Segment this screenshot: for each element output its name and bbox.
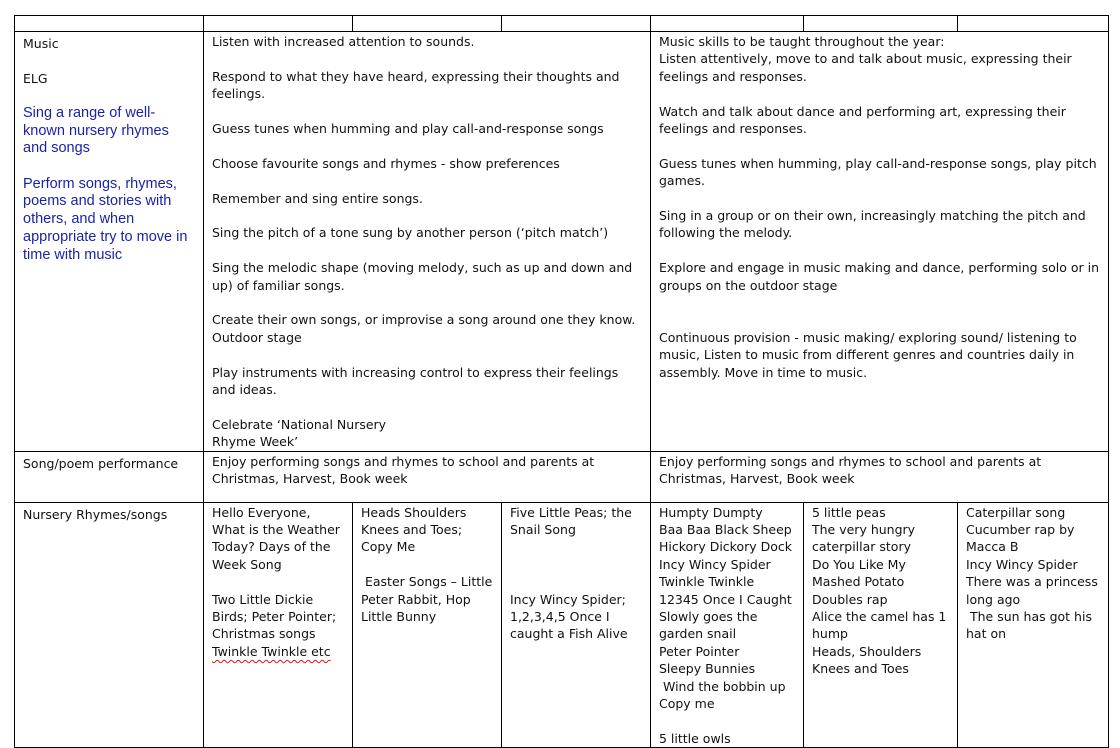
- skill-line: [659, 137, 1101, 154]
- rhyme-line: [510, 573, 643, 590]
- rhyme-line: Five Little Peas; the Snail Song: [510, 504, 636, 538]
- rhyme-line: Hickory Dickory Dock: [659, 539, 793, 555]
- objective-line: [212, 294, 643, 311]
- rhyme-line: Slowly goes the garden snail: [659, 609, 762, 642]
- rhyme-line: The sun has got his hat on: [966, 609, 1096, 642]
- rhymes-label-cell: [15, 502, 204, 748]
- objective-line: Sing the melodic shape (moving melody, such as up and down and up) of familiar songs.: [212, 260, 637, 293]
- rhymes-row: [15, 502, 1109, 748]
- elg-label: ELG: [23, 70, 48, 86]
- rhyme-line: The very hungry caterpillar story: [812, 522, 920, 555]
- rhyme-line: Caterpillar song: [966, 504, 1066, 520]
- objective-line: Create their own songs, or improvise a song around one they know.: [212, 312, 636, 328]
- skill-line: [659, 190, 1101, 207]
- rhyme-line: [510, 556, 643, 573]
- objective-line: Choose favourite songs and rhymes - show preferences: [212, 155, 560, 171]
- rhyme-line: Incy Wincy Spider: [659, 556, 771, 572]
- objective-line: Rhyme Week’: [212, 434, 299, 450]
- rhymes-col-4: [651, 502, 804, 748]
- objective-line: [212, 172, 643, 189]
- objective-line: Outdoor stage: [212, 329, 302, 345]
- rhyme-line: [361, 556, 494, 573]
- objective-line: Celebrate ‘National Nursery: [212, 416, 387, 432]
- skill-line: [659, 85, 1101, 102]
- skill-line: Sing in a group or on their own, increasingly matching the pitch and following the melody.: [659, 208, 1090, 241]
- header-row: [15, 16, 1109, 32]
- rhymes-col-2: [353, 502, 502, 748]
- rhyme-line: Twinkle Twinkle etc: [212, 643, 331, 659]
- skill-line: Watch and talk about dance and performing art, expressing their feelings and responses.: [659, 103, 1070, 137]
- rhyme-line: Incy Wincy Spider: [966, 556, 1078, 572]
- objective-line: Listen with increased attention to sounds.: [212, 34, 475, 49]
- rhyme-line: Copy me: [659, 696, 715, 712]
- skill-line: Guess tunes when humming, play call-and-response songs, play pitch games.: [659, 155, 1101, 189]
- rhyme-line: Heads Shoulders Knees and Toes; Copy Me: [361, 504, 471, 555]
- rhyme-line: [659, 712, 796, 729]
- rhyme-line: Do You Like My Mashed Potato Doubles rap: [812, 556, 910, 607]
- header-cell: [804, 16, 958, 32]
- rhyme-line: [212, 573, 345, 590]
- music-row: [15, 32, 1109, 452]
- skill-line: [659, 311, 1101, 328]
- rhyme-line: Cucumber rap by Macca B: [966, 522, 1079, 555]
- performance-left-text: Enjoy performing songs and rhymes to school and parents at Christmas, Harvest, Book week: [212, 453, 599, 487]
- header-cell: [204, 16, 353, 32]
- rhymes-label: Nursery Rhymes/songs: [23, 506, 168, 522]
- rhymes-col-3: [502, 502, 651, 748]
- objective-line: [212, 398, 643, 415]
- objective-line: Sing the pitch of a tone sung by another person (‘pitch match’): [212, 225, 609, 241]
- rhyme-line: Incy Wincy Spider; 1,2,3,4,5 Once I caught a Fish Alive: [510, 591, 630, 642]
- rhyme-line: 5 little peas: [812, 504, 886, 520]
- rhyme-line: Humpty Dumpty: [659, 504, 763, 520]
- rhyme-line: There was a princess long ago: [966, 574, 1102, 607]
- rhyme-line: Two Little Dickie Birds; Peter Pointer; Christmas songs: [212, 591, 341, 642]
- skill-line: [659, 242, 1101, 259]
- skill-line: Listen attentively, move to and talk about music, expressing their feelings and responses.: [659, 51, 1076, 84]
- rhyme-line: Peter Pointer: [659, 643, 740, 659]
- header-cell: [958, 16, 1109, 32]
- objective-line: [212, 346, 643, 363]
- performance-right-cell: [651, 451, 1109, 502]
- objective-line: [212, 207, 643, 224]
- header-cell: [502, 16, 651, 32]
- objective-line: Guess tunes when humming and play call-and-response songs: [212, 121, 604, 136]
- music-label-cell: [15, 32, 204, 452]
- rhymes-col-1: [204, 502, 353, 748]
- performance-right-text: Enjoy performing songs and rhymes to school and parents at Christmas, Harvest, Book week: [659, 453, 1046, 487]
- skill-line: Music skills to be taught throughout the year:: [659, 34, 945, 49]
- performance-row: [15, 451, 1109, 502]
- music-curriculum-table: [14, 15, 1109, 748]
- skill-line: Explore and engage in music making and dance, performing solo or in groups on the outdoor stage: [659, 260, 1103, 293]
- objective-line: Remember and sing entire songs.: [212, 190, 423, 206]
- performance-label-cell: [15, 451, 204, 502]
- music-objectives-cell: [204, 32, 651, 452]
- rhyme-line: 12345 Once I Caught: [659, 591, 792, 607]
- objective-line: Respond to what they have heard, expressing their thoughts and feelings.: [212, 68, 624, 102]
- rhyme-line: Wind the bobbin up: [659, 678, 786, 694]
- objective-line: Play instruments with increasing control to express their feelings and ideas.: [212, 364, 623, 397]
- elg-goal-1: Sing a range of well-known nursery rhymes and songs: [23, 104, 169, 157]
- rhyme-line: Baa Baa Black Sheep: [659, 522, 792, 538]
- header-cell: [651, 16, 804, 32]
- music-skills-cell: [651, 32, 1109, 452]
- objective-line: [212, 50, 643, 67]
- rhymes-col-5: [804, 502, 958, 748]
- performance-label: Song/poem performance: [23, 455, 179, 471]
- rhyme-line: 5 little owls: [659, 730, 731, 746]
- header-cell: [15, 16, 204, 32]
- elg-goal-2: Perform songs, rhymes, poems and stories with others, and when appropriate try to move in time with music: [23, 175, 188, 263]
- rhyme-line: Sleepy Bunnies: [659, 661, 756, 677]
- rhymes-col-6: [958, 502, 1109, 748]
- rhyme-line: Hello Everyone, What is the Weather Today? Days of the Week Song: [212, 504, 344, 572]
- header-cell: [353, 16, 502, 32]
- rhyme-line: Alice the camel has 1 hump: [812, 609, 951, 642]
- rhyme-line: Easter Songs – Little Peter Rabbit, Hop Little Bunny: [361, 574, 497, 625]
- music-label: Music: [23, 36, 59, 51]
- objective-line: [212, 137, 643, 154]
- skill-line: Continuous provision - music making/ exploring sound/ listening to music, Listen to music from different genres and countries daily in assembly. Move in time to music.: [659, 329, 1081, 380]
- rhyme-line: [510, 538, 643, 555]
- objective-line: [212, 242, 643, 259]
- rhyme-line: Heads, Shoulders Knees and Toes: [812, 643, 926, 677]
- skill-line: [659, 294, 1101, 311]
- performance-left-cell: [204, 451, 651, 502]
- objective-line: [212, 103, 643, 120]
- rhyme-line: Twinkle Twinkle: [659, 574, 755, 590]
